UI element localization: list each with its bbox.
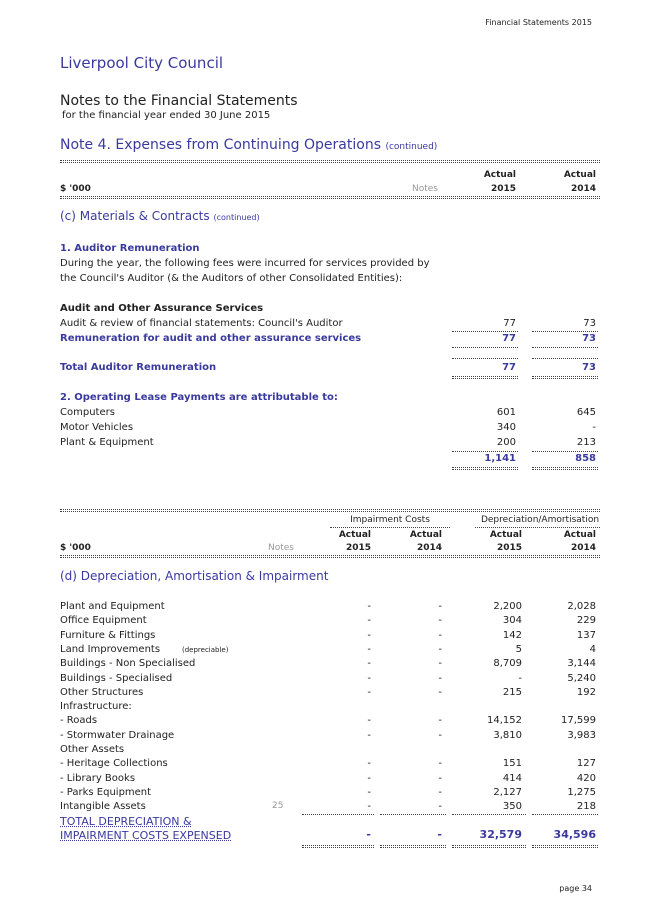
row-label: Remuneration for audit and other assurance services xyxy=(60,333,362,344)
page-number: page 34 xyxy=(559,884,592,893)
subtotal-line xyxy=(532,451,598,452)
divider xyxy=(60,162,600,163)
table-row xyxy=(60,453,600,467)
row-qualifier: (depreciable) xyxy=(182,645,229,654)
total-label: IMPAIRMENT COSTS EXPENSED xyxy=(60,829,232,842)
value-i15: - xyxy=(367,643,371,655)
table-row xyxy=(60,437,600,451)
total-line xyxy=(452,376,518,377)
value-i15: - xyxy=(367,801,371,813)
notes-column-label: Notes xyxy=(412,184,438,194)
col-actual: Actual xyxy=(409,530,442,540)
total-line xyxy=(532,469,598,470)
col-actual-2014: Actual xyxy=(563,170,596,180)
total-line xyxy=(452,378,518,379)
table-row xyxy=(60,601,600,615)
value-i14: - xyxy=(438,643,442,655)
subtotal-line xyxy=(532,358,598,359)
value-i14: - xyxy=(438,772,442,784)
divider xyxy=(60,160,600,161)
value-d14: 4 xyxy=(589,643,596,655)
col-actual: Actual xyxy=(489,530,522,540)
total-line xyxy=(532,847,598,848)
value-i15: - xyxy=(367,658,371,670)
table-row xyxy=(60,715,600,729)
year-2015: 2015 xyxy=(345,543,371,553)
year-2015: 2015 xyxy=(490,184,516,194)
value-2014: 73 xyxy=(582,362,596,373)
value-i14: - xyxy=(438,601,442,612)
row-label: Other Structures xyxy=(60,686,144,698)
value-d14: 229 xyxy=(576,615,596,627)
row-label: Office Equipment xyxy=(60,615,147,627)
value-d14: 1,275 xyxy=(567,786,596,798)
row-label: Buildings - Specialised xyxy=(60,672,173,684)
total-line xyxy=(302,847,374,848)
value-d14: 420 xyxy=(576,772,596,784)
value-d14: 192 xyxy=(576,686,596,698)
depreciation-heading: Depreciation/Amortisation xyxy=(480,515,600,525)
total-depreciation-2015: 32,579 xyxy=(479,828,522,841)
value-i15: - xyxy=(367,715,371,727)
value-d14: 137 xyxy=(576,629,596,641)
unit-label: $ '000 xyxy=(60,543,91,553)
table-row xyxy=(60,701,600,715)
value-2015: 200 xyxy=(496,437,516,448)
value-d15: 350 xyxy=(502,801,522,813)
impairment-costs-heading: Impairment Costs xyxy=(350,515,430,525)
lease-total-2014: 858 xyxy=(575,453,596,464)
subtotal-line xyxy=(452,814,526,815)
total-line xyxy=(532,378,598,379)
total-line xyxy=(302,845,374,846)
lease-heading: 2. Operating Lease Payments are attributable to: xyxy=(60,392,338,403)
table-row xyxy=(60,758,600,772)
auditor-description: During the year, the following fees were incurred for services provided by xyxy=(60,258,430,269)
divider xyxy=(60,509,600,510)
value-d15: 414 xyxy=(502,772,522,784)
value-i14: - xyxy=(438,801,442,813)
notes-subtitle: for the financial year ended 30 June 2015 xyxy=(62,110,271,121)
row-label: Furniture & Fittings xyxy=(60,629,156,641)
value-i14: - xyxy=(438,672,442,684)
table-row xyxy=(60,615,600,629)
divider xyxy=(60,198,600,199)
assurance-heading: Audit and Other Assurance Services xyxy=(60,303,264,314)
row-label: - Parks Equipment xyxy=(60,786,152,798)
heading-underline xyxy=(475,527,600,528)
table-row xyxy=(60,658,600,672)
subtotal-line xyxy=(452,347,518,348)
value-i14: - xyxy=(438,715,442,727)
total-depreciation-2014: 34,596 xyxy=(553,828,596,841)
subtotal-line xyxy=(532,814,598,815)
table-row xyxy=(60,362,600,376)
row-label: Plant & Equipment xyxy=(60,437,154,448)
value-d15: 8,709 xyxy=(493,658,522,670)
divider xyxy=(60,557,600,558)
subtotal-line xyxy=(302,814,374,815)
value-i14: - xyxy=(438,786,442,798)
note-continued: (continued) xyxy=(385,142,438,152)
total-line xyxy=(532,467,598,468)
row-label: Buildings - Non Specialised xyxy=(60,658,196,670)
total-line xyxy=(452,467,518,468)
value-2014: - xyxy=(592,422,596,433)
table-row xyxy=(60,730,600,744)
value-d15: 14,152 xyxy=(487,715,522,727)
value-2015: 77 xyxy=(502,333,516,344)
total-impairment-2014: - xyxy=(437,828,442,841)
value-i14: - xyxy=(438,729,442,741)
value-2015: 340 xyxy=(496,422,516,433)
table-row xyxy=(60,744,600,758)
value-d14: 5,240 xyxy=(567,672,596,684)
total-line xyxy=(452,845,526,846)
auditor-description: the Council's Auditor (& the Auditors of other Consolidated Entities): xyxy=(60,273,403,284)
value-d15: 215 xyxy=(502,686,522,698)
table-row xyxy=(60,630,600,644)
value-d14: 17,599 xyxy=(561,715,596,727)
row-label: Intangible Assets xyxy=(60,801,146,813)
divider xyxy=(60,555,600,556)
auditor-heading: 1. Auditor Remuneration xyxy=(60,243,200,254)
row-label: Motor Vehicles xyxy=(60,422,134,433)
value-i15: - xyxy=(367,786,371,798)
total-line xyxy=(532,845,598,846)
value-d15: - xyxy=(518,672,522,684)
table-row xyxy=(60,333,600,347)
value-i14: - xyxy=(438,658,442,670)
total-label: TOTAL DEPRECIATION & xyxy=(60,815,192,828)
table-row xyxy=(60,673,600,687)
value-i15: - xyxy=(367,601,371,612)
value-d15: 151 xyxy=(502,758,522,770)
document-header: Financial Statements 2015 xyxy=(485,18,592,27)
subtotal-line xyxy=(452,358,518,359)
value-i15: - xyxy=(367,615,371,627)
note-title xyxy=(60,137,437,153)
value-i15: - xyxy=(367,758,371,770)
value-d15: 142 xyxy=(502,629,522,641)
subtotal-line xyxy=(452,451,518,452)
year-2015: 2015 xyxy=(496,543,522,553)
subtotal-line xyxy=(532,331,598,332)
row-label: Total Auditor Remuneration xyxy=(60,362,217,373)
value-i14: - xyxy=(438,615,442,627)
value-2015: 601 xyxy=(496,407,516,418)
value-d14: 3,983 xyxy=(567,729,596,741)
value-d14: 127 xyxy=(576,758,596,770)
value-i15: - xyxy=(367,686,371,698)
row-label: Plant and Equipment xyxy=(60,601,165,612)
divider xyxy=(60,511,600,512)
row-label: - Heritage Collections xyxy=(60,758,168,770)
row-label: - Roads xyxy=(60,715,98,727)
value-2014: 213 xyxy=(576,437,596,448)
value-i15: - xyxy=(367,672,371,684)
row-label: Land Improvements xyxy=(60,643,161,655)
total-line xyxy=(452,469,518,470)
value-i15: - xyxy=(367,629,371,641)
value-d15: 3,810 xyxy=(493,729,522,741)
year-2014: 2014 xyxy=(570,184,596,194)
value-d15: 5 xyxy=(515,643,522,655)
value-2014: 73 xyxy=(582,333,596,344)
table-row xyxy=(60,422,600,436)
row-label: - Stormwater Drainage xyxy=(60,729,175,741)
section-c-title-text: (c) Materials & Contracts xyxy=(60,209,210,223)
value-2015: 77 xyxy=(502,362,516,373)
total-line xyxy=(452,847,526,848)
lease-total-2015: 1,141 xyxy=(484,453,516,464)
table-row xyxy=(60,644,600,658)
council-name: Liverpool City Council xyxy=(60,54,224,72)
row-label: Other Assets xyxy=(60,744,125,755)
value-d15: 304 xyxy=(502,615,522,627)
row-label: - Library Books xyxy=(60,772,136,784)
value-i14: - xyxy=(438,758,442,770)
value-2014: 645 xyxy=(576,407,596,418)
total-line xyxy=(532,376,598,377)
table-row xyxy=(60,407,600,421)
value-d15: 2,127 xyxy=(493,786,522,798)
value-2015: 77 xyxy=(503,318,516,329)
value-d14: 2,028 xyxy=(567,601,596,612)
section-c-continued: (continued) xyxy=(213,213,260,222)
value-2014: 73 xyxy=(583,318,596,329)
value-d14: 3,144 xyxy=(567,658,596,670)
row-label: Audit & review of financial statements: Council's Auditor xyxy=(60,318,343,329)
table-row xyxy=(60,318,600,332)
total-line xyxy=(380,847,446,848)
row-label: Infrastructure: xyxy=(60,701,132,713)
total-line xyxy=(380,845,446,846)
divider xyxy=(60,196,600,197)
notes-title: Notes to the Financial Statements xyxy=(60,93,298,109)
value-i15: - xyxy=(367,772,371,784)
col-actual: Actual xyxy=(338,530,371,540)
row-note-ref: 25 xyxy=(272,801,284,812)
year-2014: 2014 xyxy=(570,543,596,553)
subtotal-line xyxy=(452,331,518,332)
value-i14: - xyxy=(438,629,442,641)
total-impairment-2015: - xyxy=(366,828,371,841)
col-actual: Actual xyxy=(563,530,596,540)
unit-label: $ '000 xyxy=(60,184,91,194)
heading-underline xyxy=(330,527,450,528)
row-label: Computers xyxy=(60,407,115,418)
value-d14: 218 xyxy=(576,801,596,813)
value-i14: - xyxy=(438,686,442,698)
year-2014: 2014 xyxy=(416,543,442,553)
section-c-title xyxy=(60,209,260,223)
table-row xyxy=(60,687,600,701)
notes-column-label: Notes xyxy=(268,543,294,553)
section-d-title: (d) Depreciation, Amortisation & Impairment xyxy=(60,569,329,583)
value-i15: - xyxy=(367,729,371,741)
col-actual-2015: Actual xyxy=(483,170,516,180)
table-row xyxy=(60,773,600,787)
subtotal-line xyxy=(532,347,598,348)
value-d15: 2,200 xyxy=(493,601,522,612)
subtotal-line xyxy=(380,814,446,815)
table-row xyxy=(60,787,600,801)
note-title-text: Note 4. Expenses from Continuing Operations xyxy=(60,137,381,153)
